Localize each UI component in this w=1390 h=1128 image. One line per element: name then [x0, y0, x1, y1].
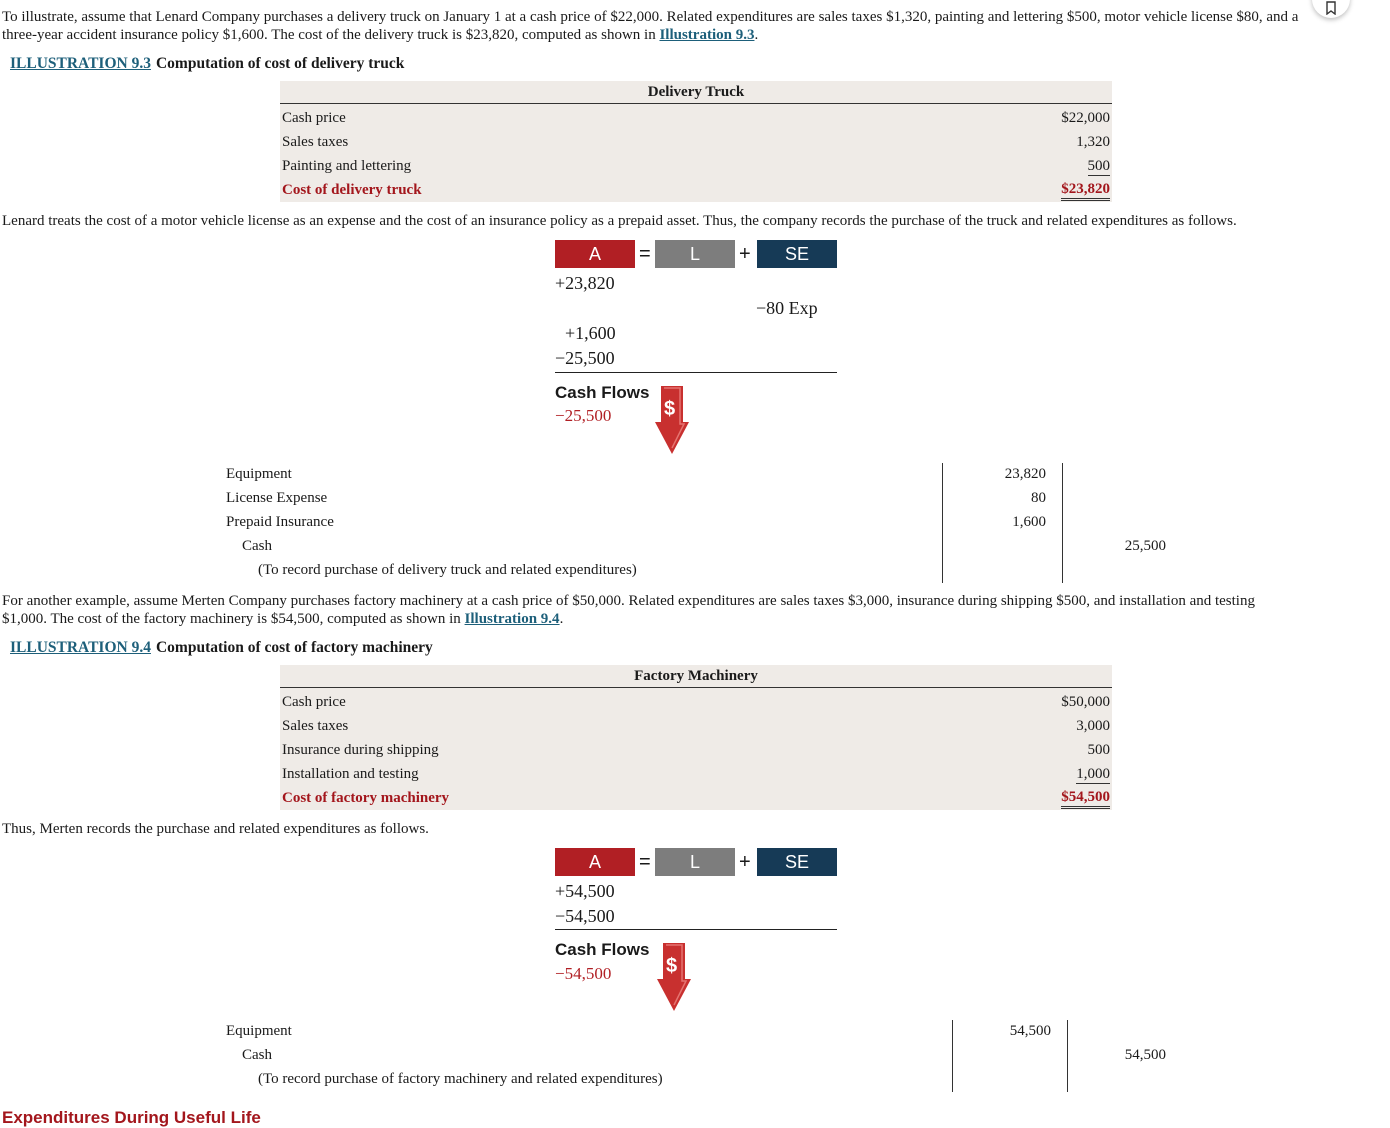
para1-line2: [2, 26, 1386, 44]
dollar-symbol: $: [664, 398, 676, 420]
illustration-9-3-title: Computation of cost of delivery truck: [155, 55, 405, 72]
factory-machinery-table: [280, 665, 1112, 810]
asset-change: −25,500: [555, 348, 615, 368]
cash-flows-label: Cash Flows: [555, 940, 650, 959]
cash-flows-label: Cash Flows: [555, 383, 650, 402]
liabilities-box: L: [655, 240, 735, 268]
cash-outflow-icon: [653, 384, 691, 456]
journal-debit-rule: [952, 1020, 953, 1092]
journal-credit: 54,500: [1124, 1047, 1166, 1063]
row-amount: 500: [1087, 158, 1110, 174]
para1-text2: three-year accident insurance policy $1,600. The cost of the delivery truck is $23,820, computed as shown in: [2, 27, 660, 43]
asset-change: −54,500: [555, 906, 615, 926]
total-label: Cost of factory machinery: [282, 790, 450, 806]
table-header: Factory Machinery: [280, 665, 1112, 688]
plus-sign: +: [739, 243, 751, 265]
equals-sign: =: [639, 851, 651, 873]
para1-end: .: [754, 27, 759, 43]
asset-change: +1,600: [565, 323, 616, 343]
journal-memo: (To record purchase of delivery truck and related expenditures): [258, 562, 637, 578]
illustration-9-4-link[interactable]: Illustration 9.4: [464, 611, 560, 627]
journal-debit-rule: [942, 463, 943, 583]
para3-text2: $1,000. The cost of the factory machinery is $54,500, computed as shown in: [2, 611, 465, 627]
intro-paragraph-2: Lenard treats the cost of a motor vehicle license as an expense and the cost of an insurance policy as a prepaid asset. Thus, the company records the purchase of the truck and related expenditures as follows.: [2, 213, 1237, 229]
para3-end: .: [559, 611, 564, 627]
bookmark-icon: [1324, 1, 1338, 15]
para3-line2: [2, 610, 1386, 628]
section-heading: Expenditures During Useful Life: [2, 1108, 261, 1127]
illustration-9-3-caption: [10, 55, 404, 73]
journal-credit-rule: [1062, 463, 1063, 583]
journal-account: Equipment: [226, 1023, 292, 1039]
para1-line1: To illustrate, assume that Lenard Company purchases a delivery truck on January 1 at a cash price of $22,000. Related expenditures are sales taxes $1,320, painting and lettering $500, motor vehicle license $80, and a: [2, 9, 1299, 25]
row-amount: $22,000: [1061, 110, 1110, 126]
journal-debit: 80: [1031, 490, 1046, 506]
table-row: [280, 130, 1112, 154]
row-label: Installation and testing: [282, 766, 419, 782]
equals-sign: =: [639, 243, 651, 265]
assets-box: A: [555, 240, 635, 268]
table-row: [280, 762, 1112, 786]
equation-divider: [555, 372, 837, 373]
total-row: [280, 178, 1112, 202]
table-row: [280, 154, 1112, 178]
row-amount: 500: [1087, 742, 1110, 758]
delivery-truck-table: [280, 81, 1112, 202]
equity-box: SE: [757, 848, 837, 876]
row-amount: 1,320: [1076, 134, 1110, 150]
intro-paragraph-1: [2, 8, 1386, 44]
accounting-equation-1: [555, 240, 837, 268]
journal-debit: 54,500: [1009, 1023, 1051, 1039]
journal-account: Equipment: [226, 466, 292, 482]
total-row: [280, 786, 1112, 810]
journal-account: License Expense: [226, 490, 328, 506]
illustration-9-3-label[interactable]: ILLUSTRATION 9.3: [10, 55, 151, 72]
cash-outflow-icon: [655, 941, 693, 1013]
cash-flows-value: −25,500: [555, 406, 612, 425]
row-label: Painting and lettering: [282, 158, 412, 174]
table-row: [280, 714, 1112, 738]
row-label: Sales taxes: [282, 134, 349, 150]
total-amount: $54,500: [1061, 788, 1110, 809]
journal-memo: (To record purchase of factory machinery and related expenditures): [258, 1071, 663, 1087]
row-label: Sales taxes: [282, 718, 349, 734]
row-amount: 3,000: [1076, 718, 1110, 734]
row-amount: 1,000: [1076, 766, 1110, 782]
equation-divider: [555, 929, 837, 930]
table-row: [280, 106, 1112, 130]
asset-change: +54,500: [555, 881, 615, 901]
accounting-equation-2: [555, 848, 837, 876]
journal-account: Prepaid Insurance: [226, 514, 334, 530]
para3-line1: For another example, assume Merten Company purchases factory machinery at a cash price of $50,000. Related expenditures are sales taxes $3,000, insurance during shipping $500, and installation and testing: [2, 593, 1255, 609]
table-row: [280, 690, 1112, 714]
equity-change: −80 Exp: [756, 298, 818, 318]
illustration-9-3-link[interactable]: Illustration 9.3: [659, 27, 755, 43]
row-label: Cash price: [282, 694, 346, 710]
table-header: Delivery Truck: [280, 81, 1112, 104]
journal-debit: 1,600: [1012, 514, 1046, 530]
journal-account: Cash: [242, 1047, 272, 1063]
intro-paragraph-3: [2, 592, 1386, 628]
asset-change: +23,820: [555, 273, 615, 293]
assets-box: A: [555, 848, 635, 876]
illustration-9-4-label[interactable]: ILLUSTRATION 9.4: [10, 639, 151, 656]
row-label: Insurance during shipping: [282, 742, 439, 758]
journal-credit-rule: [1067, 1020, 1068, 1092]
equity-box: SE: [757, 240, 837, 268]
liabilities-box: L: [655, 848, 735, 876]
illustration-9-4-caption: [10, 639, 433, 657]
total-label: Cost of delivery truck: [282, 182, 422, 198]
table-row: [280, 738, 1112, 762]
total-amount: $23,820: [1061, 180, 1110, 201]
journal-credit: 25,500: [1124, 538, 1166, 554]
intro-paragraph-4: Thus, Merten records the purchase and related expenditures as follows.: [2, 821, 429, 837]
row-amount: $50,000: [1061, 694, 1110, 710]
row-label: Cash price: [282, 110, 346, 126]
journal-debit: 23,820: [1004, 466, 1046, 482]
illustration-9-4-title: Computation of cost of factory machinery: [155, 639, 433, 656]
cash-flows-value: −54,500: [555, 964, 612, 983]
plus-sign: +: [739, 851, 751, 873]
dollar-symbol: $: [666, 955, 678, 977]
journal-account: Cash: [242, 538, 272, 554]
